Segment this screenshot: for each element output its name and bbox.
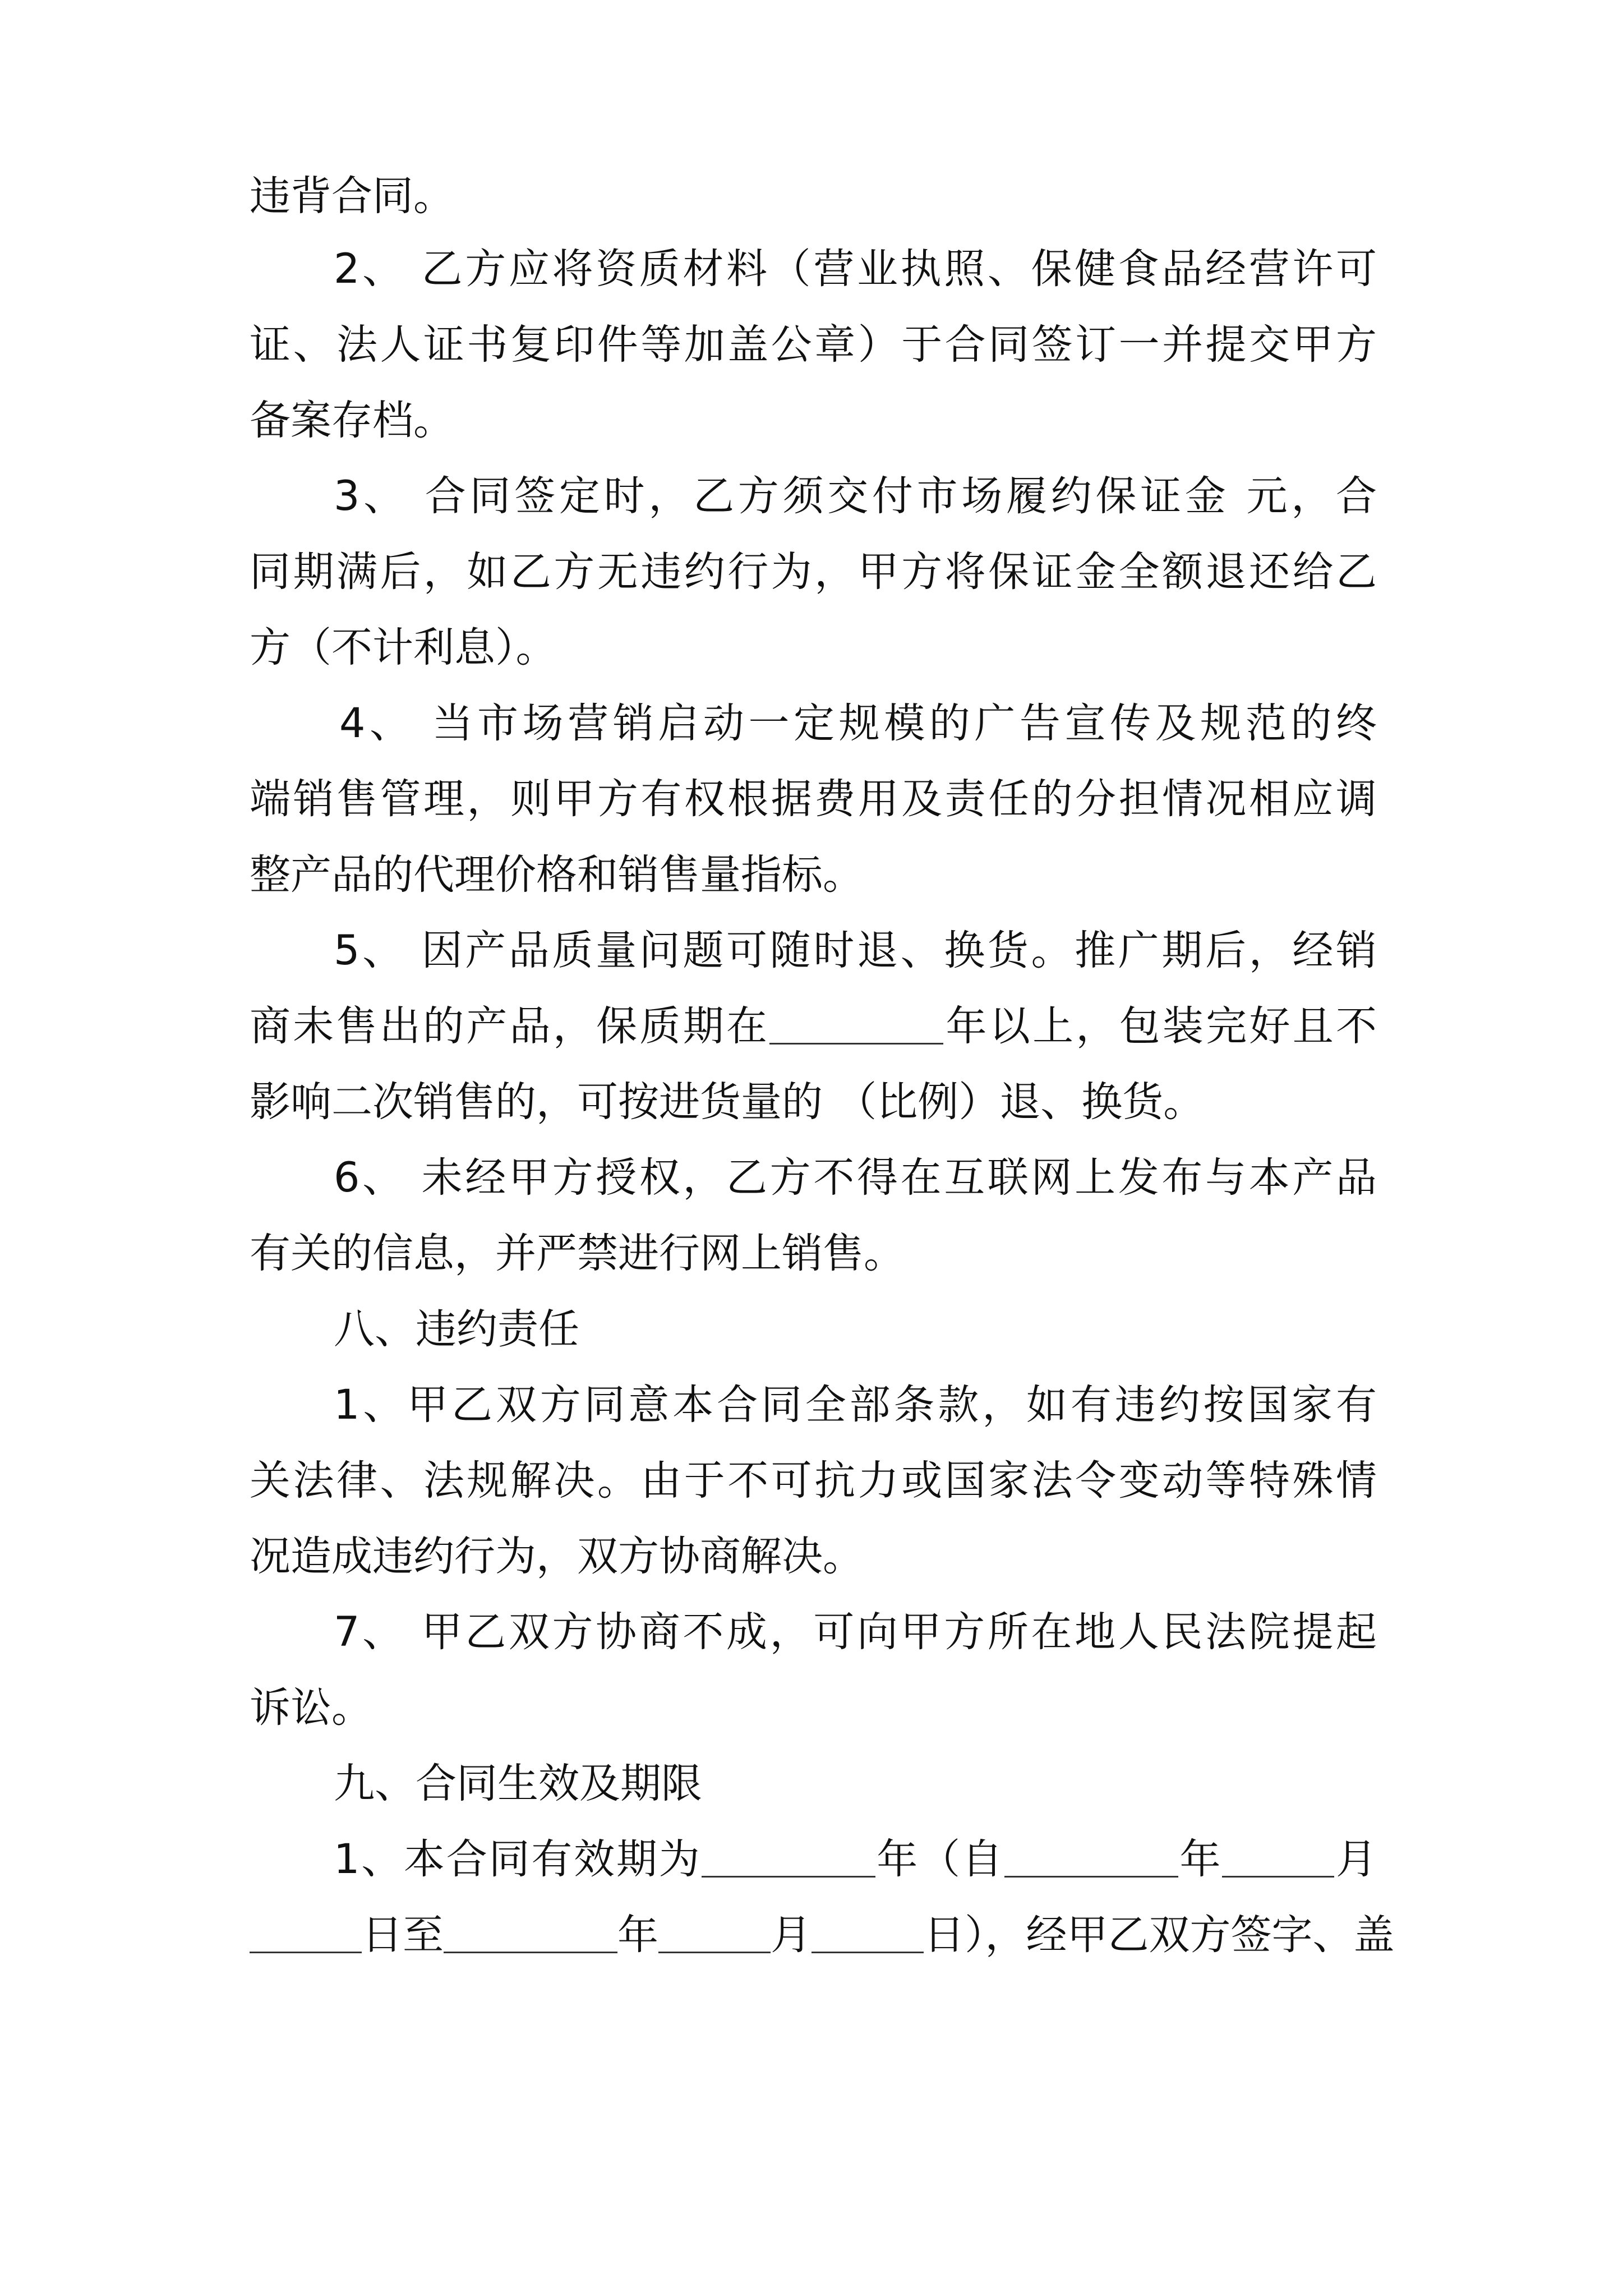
text-line: 整产品的代理价格和销售量指标。: [250, 851, 864, 899]
text-segment: 商未售出的产品，保质期在: [250, 1002, 770, 1050]
fill-blank[interactable]: [811, 1912, 924, 1953]
text-segment: 日），经甲乙双方签字、盖: [924, 1911, 1395, 1959]
text-line: [250, 1902, 1395, 1969]
fill-blank[interactable]: [444, 1912, 617, 1953]
fill-blank[interactable]: [1222, 1837, 1334, 1878]
text-line: [250, 993, 1377, 1060]
text-line: 6、 未经甲方授权，乙方不得在互联网上发布与本产品: [334, 1154, 1377, 1202]
text-line: [250, 1826, 1377, 1893]
text-segment: 月: [1334, 1835, 1377, 1883]
text-line: 关法律、法规解决。由于不可抗力或国家法令变动等特殊情: [250, 1457, 1377, 1504]
text-segment: 年（自: [875, 1835, 1004, 1883]
text-line: 违背合同。: [250, 172, 454, 220]
text-segment: 年: [1178, 1835, 1223, 1883]
fill-blank[interactable]: [250, 1912, 362, 1953]
text-line: 5、 因产品质量问题可随时退、换货。推广期后，经销: [334, 927, 1377, 974]
text-line: 7、 甲乙双方协商不成，可向甲方所在地人民法院提起: [334, 1608, 1377, 1656]
fill-blank[interactable]: [658, 1912, 771, 1953]
text-line: 端销售管理，则甲方有权根据费用及责任的分担情况相应调: [250, 775, 1377, 823]
fill-blank[interactable]: [769, 1004, 943, 1045]
text-line: 有关的信息，并严禁进行网上销售。: [250, 1230, 905, 1277]
text-segment: 1、本合同有效期为: [334, 1835, 702, 1883]
text-line: 影响二次销售的，可按进货量的 （比例）退、换货。: [250, 1078, 1205, 1126]
text-line: 1、甲乙双方同意本合同全部条款，如有违约按国家有: [334, 1381, 1377, 1429]
text-line: 4、 当市场营销启动一定规模的广告宣传及规范的终: [339, 700, 1377, 747]
section-heading: 八、违约责任: [334, 1305, 579, 1353]
text-line: 同期满后，如乙方无违约行为，甲方将保证金全额退还给乙: [250, 548, 1377, 596]
text-segment: 年: [617, 1911, 658, 1959]
text-line: 3、 合同签定时，乙方须交付市场履约保证金 元，合: [334, 472, 1377, 520]
text-line: 2、 乙方应将资质材料（营业执照、保健食品经营许可: [334, 245, 1377, 293]
text-line: 备案存档。: [250, 397, 454, 444]
text-segment: 日至: [362, 1911, 444, 1959]
fill-blank[interactable]: [1004, 1837, 1178, 1878]
text-line: 诉讼。: [250, 1684, 372, 1732]
fill-blank[interactable]: [702, 1837, 875, 1878]
text-line: 方（不计利息）。: [250, 624, 557, 671]
text-line: 证、法人证书复印件等加盖公章）于合同签订一并提交甲方: [250, 321, 1377, 369]
text-segment: 月: [771, 1911, 811, 1959]
section-heading: 九、合同生效及期限: [334, 1760, 702, 1807]
text-segment: 年以上，包装完好且不: [943, 1002, 1377, 1050]
text-line: 况造成违约行为，双方协商解决。: [250, 1533, 864, 1580]
